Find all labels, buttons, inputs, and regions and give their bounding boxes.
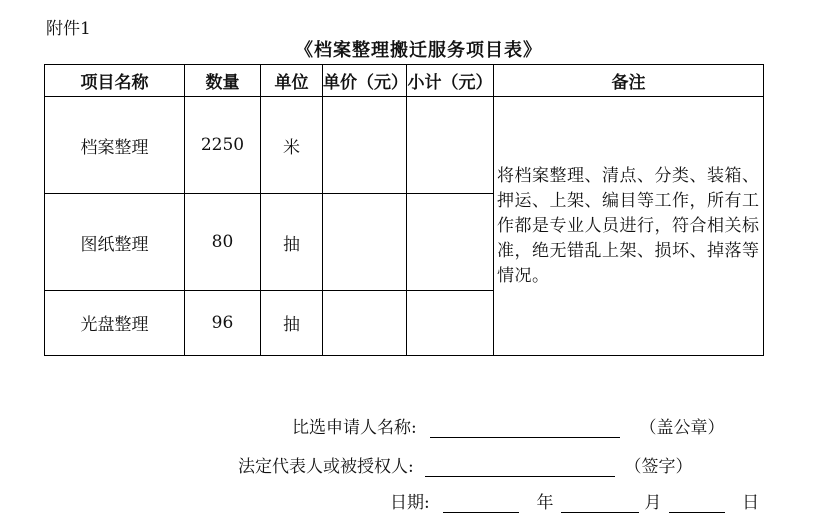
applicant-line — [292, 413, 725, 438]
table-header-row — [45, 65, 764, 97]
cell-unit-price[interactable] — [323, 290, 407, 355]
cell-quantity: 80 — [185, 194, 261, 290]
date-line — [390, 488, 759, 513]
cell-unit-price[interactable] — [323, 97, 407, 194]
cell-item-name: 档案整理 — [45, 97, 185, 194]
month-field[interactable] — [561, 494, 639, 513]
applicant-seal-note: （盖公章） — [639, 418, 725, 438]
applicant-label: 比选申请人名称: — [292, 418, 417, 438]
header-item-name: 项目名称 — [45, 65, 185, 97]
header-subtotal: 小计（元） — [407, 65, 494, 97]
cell-remark: 将档案整理、清点、分类、装箱、押运、上架、编目等工作，所有工作都是专业人员进行，符合相关标准，绝无错乱上架、损坏、掉落等情况。 — [494, 97, 764, 356]
cell-item-name: 图纸整理 — [45, 194, 185, 290]
attachment-label: 附件1 — [46, 19, 91, 39]
cell-subtotal[interactable] — [407, 290, 494, 355]
header-remark: 备注 — [494, 65, 764, 97]
year-field[interactable] — [443, 494, 519, 513]
day-label: 日 — [742, 493, 760, 513]
cell-unit-price[interactable] — [323, 194, 407, 290]
cell-unit: 米 — [261, 97, 323, 194]
header-unit: 单位 — [261, 65, 323, 97]
table-row — [45, 97, 764, 194]
day-field[interactable] — [669, 494, 725, 513]
document-title: 《档案整理搬迁服务项目表》 — [295, 40, 542, 61]
cell-item-name: 光盘整理 — [45, 290, 185, 355]
cell-subtotal[interactable] — [407, 194, 494, 290]
applicant-name-field[interactable] — [430, 419, 620, 438]
cell-unit: 抽 — [261, 194, 323, 290]
representative-sign-note: （签字） — [624, 457, 693, 477]
cell-quantity: 96 — [185, 290, 261, 355]
cell-quantity: 2250 — [185, 97, 261, 194]
header-quantity: 数量 — [185, 65, 261, 97]
representative-signature-field[interactable] — [425, 458, 615, 477]
date-label: 日期: — [390, 493, 430, 513]
cell-unit: 抽 — [261, 290, 323, 355]
service-items-table — [44, 64, 764, 356]
header-unit-price: 单价（元） — [323, 65, 407, 97]
representative-label: 法定代表人或被授权人: — [238, 457, 414, 477]
month-label: 月 — [644, 493, 662, 513]
cell-subtotal[interactable] — [407, 97, 494, 194]
representative-line — [238, 452, 693, 477]
year-label: 年 — [536, 493, 554, 513]
